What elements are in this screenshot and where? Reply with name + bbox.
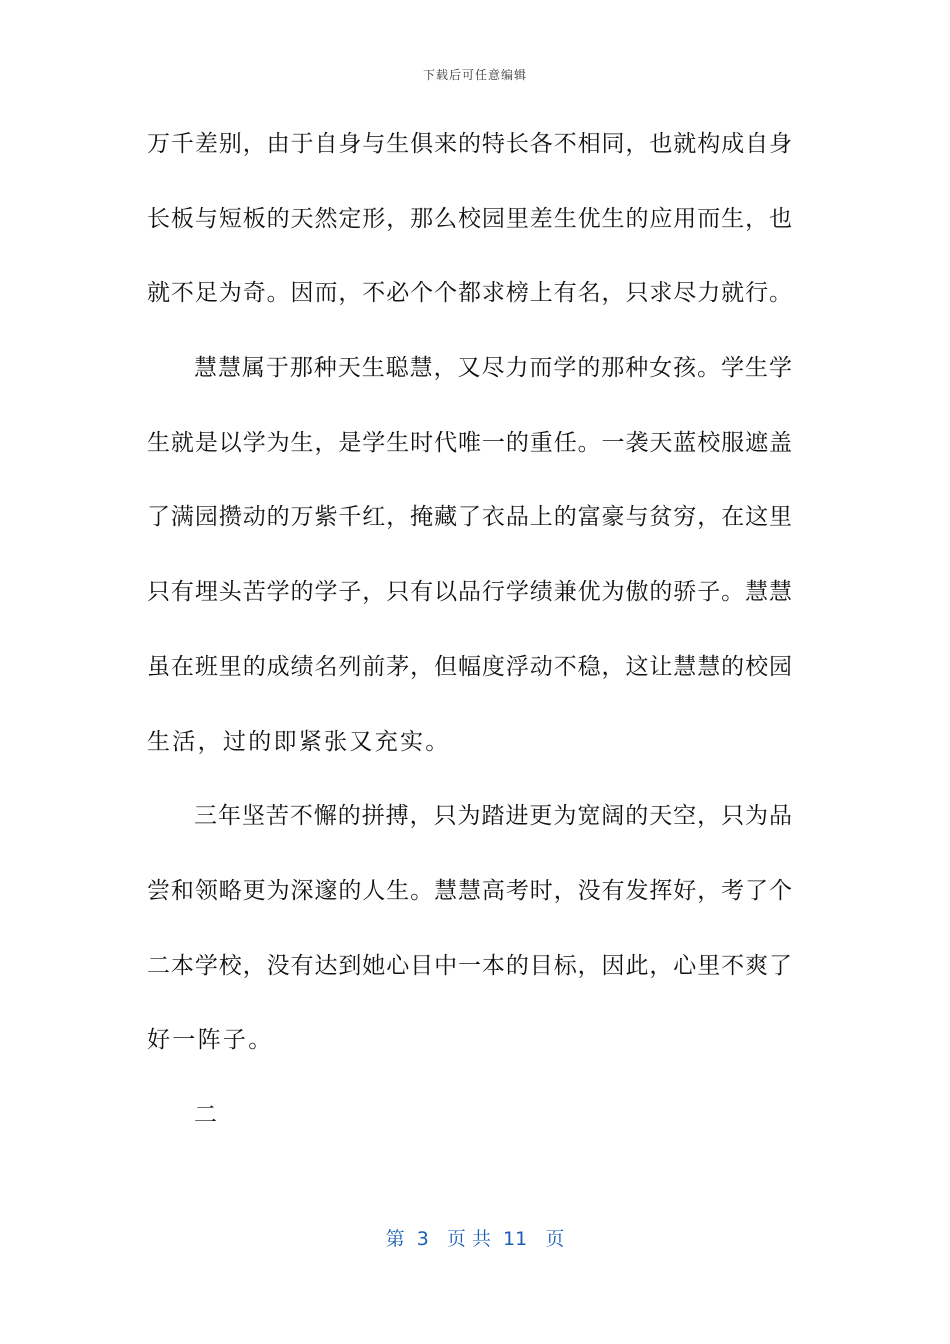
body-line: 虽在班里的成绩名列前茅，但幅度浮动不稳，这让慧慧的校园 bbox=[147, 653, 792, 680]
header-note: 下载后可任意编辑 bbox=[422, 68, 527, 82]
body-line: 长板与短板的天然定形，那么校园里差生优生的应用而生，也 bbox=[147, 205, 792, 232]
body-line: 了满园攒动的万紫千红，掩藏了衣品上的富豪与贫穷，在这里 bbox=[147, 504, 792, 531]
body-line: 就不足为奇。因而，不必个个都求榜上有名，只求尽力就行。 bbox=[147, 280, 792, 307]
body-line: 生就是以学为生，是学生时代唯一的重任。一袭天蓝校服遮盖 bbox=[147, 429, 792, 456]
body-line: 生活，过的即紧张又充实。 bbox=[147, 728, 451, 755]
body-line: 只有埋头苦学的学子，只有以品行学绩兼优为傲的骄子。慧慧 bbox=[147, 579, 792, 606]
body-line: 尝和领略更为深邃的人生。慧慧高考时，没有发挥好，考了个 bbox=[147, 877, 792, 904]
body-line: 好一阵子。 bbox=[147, 1027, 274, 1054]
page-number-footer: 第 3 页 共 11 页 bbox=[385, 1228, 565, 1250]
paragraph-start-line: 慧慧属于那种天生聪慧，又尽力而学的那种女孩。学生学 bbox=[194, 355, 792, 382]
paragraph-start-line: 三年坚苦不懈的拼搏，只为踏进更为宽阔的天空，只为品 bbox=[194, 803, 792, 830]
document-body bbox=[147, 118, 792, 1164]
section-number: 二 bbox=[194, 1101, 220, 1128]
body-line: 万千差别，由于自身与生俱来的特长各不相同，也就构成自身 bbox=[147, 131, 792, 157]
body-line: 二本学校，没有达到她心目中一本的目标，因此，心里不爽了 bbox=[147, 952, 792, 979]
